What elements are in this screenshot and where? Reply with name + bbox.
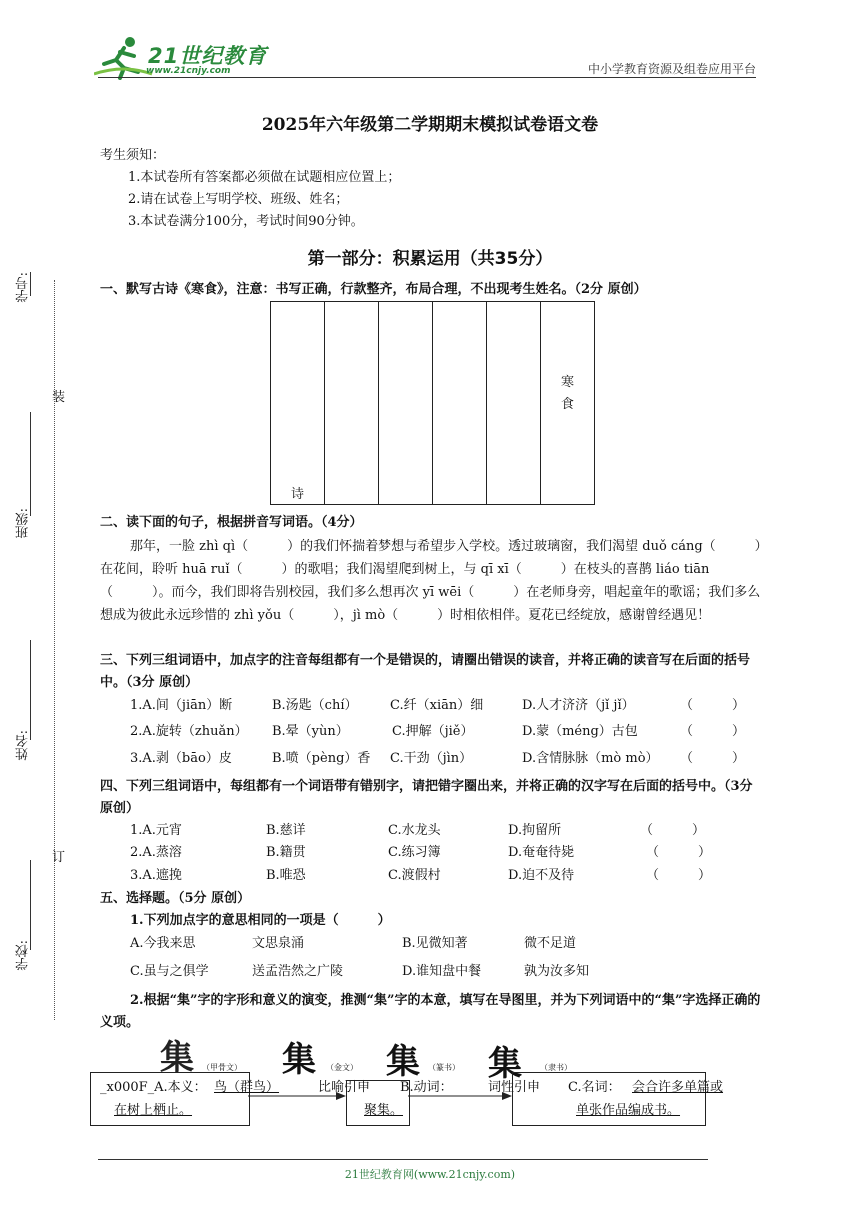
box-a-label: _x000F_A.本义： <box>100 1080 207 1095</box>
grid-column[interactable] <box>433 302 487 505</box>
footer-divider <box>98 1159 708 1160</box>
header-divider <box>98 77 756 78</box>
option: B.见微知著 <box>402 936 468 951</box>
q5-sub2: 2.根据“集”字的字形和意义的演变，推测“集”字的本意，填写在导图里，并为下列词语中的“集”字选择正确的义项。 <box>100 993 761 1030</box>
arrow-right-icon <box>248 1090 348 1102</box>
grid-column[interactable] <box>271 302 325 505</box>
clerical-glyph: 集 <box>488 1044 522 1084</box>
binding-mark-ding: 订 <box>52 850 66 865</box>
poem-label: 诗 <box>290 487 304 502</box>
script-label: （金文） <box>326 1063 358 1072</box>
answer-blank[interactable]: （ ） <box>646 845 712 860</box>
box-c-answer: 会合许多单篇或 <box>632 1080 724 1095</box>
option: A.今我来思 <box>130 936 196 951</box>
side-line <box>30 640 31 740</box>
arrow-right-icon <box>408 1090 514 1102</box>
option: 送孟浩然之广陵 <box>252 964 344 979</box>
grid-column[interactable] <box>487 302 541 505</box>
answer-blank[interactable]: （ ） <box>640 823 706 838</box>
side-label-school: 学校: <box>16 940 31 971</box>
question-3: 三、下列三组词语中，加点字的注音每组都有一个是错误的，请圈出错误的读音，并将正确的读音写在后面的括号中。（3分 原创） <box>100 653 751 690</box>
arrow-label: 词性引申 <box>488 1080 541 1095</box>
side-label-class: 班级: <box>16 508 31 539</box>
option: 微不足道 <box>524 936 577 951</box>
poem-writing-grid <box>270 301 595 505</box>
poem-title-char: 寒 <box>560 375 574 390</box>
side-label-student-id: 学号: <box>16 272 31 303</box>
box-c-answer-2: 单张作品编成书。 <box>576 1103 681 1118</box>
answer-blank[interactable]: （ ） <box>680 724 746 739</box>
grid-column[interactable] <box>541 302 595 505</box>
platform-name: 中小学教育资源及组卷应用平台 <box>587 62 756 76</box>
script-label: （甲骨文） <box>202 1063 242 1072</box>
arrow-label: 比喻引申 <box>318 1080 371 1095</box>
notice-item: 3.本试卷满分100分，考试时间90分钟。 <box>128 214 364 229</box>
seal-glyph: 集 <box>386 1042 420 1082</box>
bronze-glyph: 集 <box>282 1040 316 1080</box>
answer-blank[interactable]: （ ） <box>680 751 746 766</box>
option: C.虽与之俱学 <box>130 964 209 979</box>
box-b-label: B.动词： <box>400 1080 453 1095</box>
side-line <box>30 272 31 296</box>
poem-title-char: 食 <box>560 397 574 412</box>
q5-sub1: 1.下列加点字的意思相同的一项是（ ） <box>130 913 391 928</box>
section-title: 第一部分：积累运用（共35分） <box>307 249 553 269</box>
script-label: （篆书） <box>428 1063 460 1072</box>
answer-blank[interactable]: （ ） <box>680 698 746 713</box>
answer-blank[interactable]: （ ） <box>646 868 712 883</box>
script-label: （隶书） <box>540 1063 572 1072</box>
box-c-label: C.名词： <box>568 1080 621 1095</box>
notice-heading: 考生须知： <box>100 148 166 163</box>
box-b-answer: 聚集。 <box>364 1103 404 1118</box>
option: 孰为汝多知 <box>524 964 590 979</box>
logo-text: 21世纪教育 <box>148 44 268 68</box>
option: D.谁知盘中餐 <box>402 964 482 979</box>
box-a-answer-2: 在树上栖止。 <box>114 1103 193 1118</box>
side-line <box>30 860 31 950</box>
box-a-answer: 鸟（群鸟） <box>214 1080 280 1095</box>
notice-item: 2.请在试卷上写明学校、班级、姓名； <box>128 192 349 207</box>
binding-mark-zhuang: 装 <box>52 390 66 405</box>
footer-text: 21世纪教育网(www.21cnjy.com) <box>344 1168 516 1181</box>
question-2: 二、读下面的句子，根据拼音写词语。（4分） <box>100 515 363 530</box>
question-1: 一、默写古诗《寒食》，注意：书写正确，行款整齐，布局合理，不出现考生姓名。（2分 原创） <box>100 282 647 297</box>
side-label-name: 姓名: <box>16 730 31 761</box>
logo-url: www.21cnjy.com <box>146 66 231 76</box>
question-5: 五、选择题。（5分 原创） <box>100 891 251 906</box>
side-line <box>30 412 31 516</box>
question-4: 四、下列三组词语中，每组都有一个词语带有错别字，请把错字圈出来，并将正确的汉字写在后面的括号中。（3分 原创） <box>100 779 753 816</box>
runner-icon <box>94 34 154 80</box>
grid-column[interactable] <box>325 302 379 505</box>
option: 文思泉涌 <box>252 936 305 951</box>
notice-item: 1.本试卷所有答案都必须做在试题相应位置上； <box>128 170 401 185</box>
exam-title: 2025年六年级第二学期期末模拟试卷语文卷 <box>261 115 599 135</box>
oracle-bone-glyph: 集 <box>160 1038 194 1078</box>
grid-column[interactable] <box>379 302 433 505</box>
pinyin-paragraph: 那年，一脸 zhì qì（ ）的我们怀揣着梦想与希望步入学校。透过玻璃窗，我们渴望 duǒ cáng（ ）在花间，聆听 huā ruǐ（ ）的歌唱；我们渴望爬到树上，与 qī xī（ ）在枝头的喜鹊 liáo tiān（ ）。而今，我们即将告别校园，我们多么想再次 yī wēi（ ）在老师身旁，唱起童年的歌谣；我们多么想成为彼此永远珍惜的 zhì yǒu（ ），jì mò（ ）时相依相伴。夏花已经绽放，感谢曾经遇见！ <box>100 539 762 623</box>
